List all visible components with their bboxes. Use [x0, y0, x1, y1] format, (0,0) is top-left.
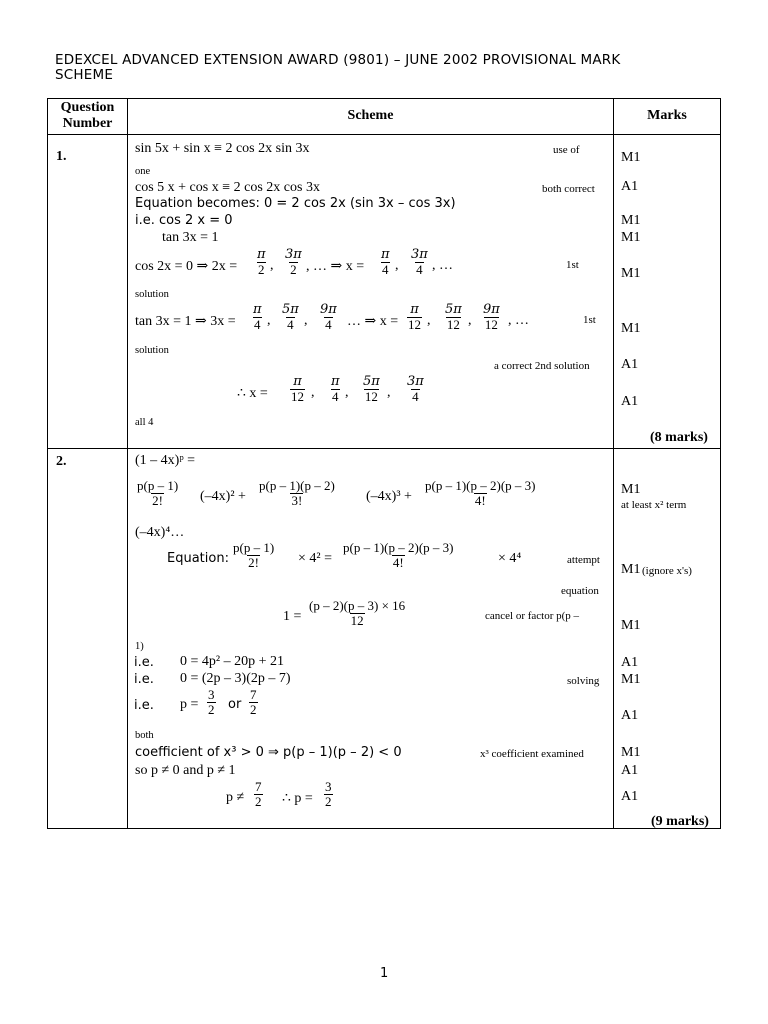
scheme-line: (–4x)⁴…	[135, 525, 185, 540]
total-marks: (9 marks)	[651, 814, 709, 829]
scheme-line: ∴ x =	[237, 386, 268, 401]
numerator: π	[331, 374, 340, 389]
fraction	[136, 479, 179, 508]
scheme-text: or	[228, 697, 242, 712]
numerator: 5π	[282, 302, 299, 317]
numerator: 3	[208, 687, 215, 702]
numerator: 9π	[320, 302, 337, 317]
fraction	[424, 479, 536, 508]
denominator: 12	[291, 389, 304, 404]
col-divider	[613, 99, 614, 828]
col-divider	[127, 99, 128, 828]
scheme-text: (–4x)³ +	[366, 489, 412, 504]
scheme-note: one	[135, 166, 151, 177]
page-number: 1	[380, 966, 389, 981]
fraction	[308, 599, 406, 628]
denominator: 4	[287, 317, 294, 332]
question-number: 2.	[56, 454, 67, 469]
mark: M1	[621, 213, 641, 228]
comma: ,	[311, 385, 315, 400]
mark: M1	[621, 672, 641, 687]
scheme-note: solution	[135, 345, 169, 356]
mark: M1	[621, 562, 641, 577]
scheme-text: i.e.	[134, 655, 154, 670]
fraction	[284, 248, 303, 277]
scheme-note: solving	[567, 675, 600, 687]
numerator: π	[381, 247, 390, 262]
numerator: p(p – 1)(p – 2)(p – 3)	[343, 540, 454, 555]
mark: A1	[621, 394, 639, 409]
scheme-note: attempt	[567, 554, 600, 566]
denominator: 3!	[291, 493, 303, 508]
document-title-line1: EDEXCEL ADVANCED EXTENSION AWARD (9801) – JUNE 2002 PROVISIONAL MARK	[55, 52, 621, 68]
numerator: 3π	[407, 374, 424, 389]
fraction	[256, 248, 267, 277]
numerator: π	[293, 374, 302, 389]
fraction	[207, 688, 216, 717]
scheme-line: sin 5x + sin x ≡ 2 cos 2x sin 3x	[135, 141, 310, 156]
numerator: 3π	[285, 247, 302, 262]
scheme-line: Equation becomes: 0 = 2 cos 2x (sin 3x – cos 3x)	[135, 196, 456, 211]
denominator: 2	[290, 262, 297, 277]
scheme-note: x³ coefficient examined	[480, 748, 584, 760]
fraction	[330, 375, 341, 404]
scheme-text: 1 =	[283, 609, 302, 624]
scheme-note: both correct	[542, 183, 595, 195]
denominator: 12	[408, 317, 421, 332]
scheme-line: coefficient of x³ > 0 ⇒ p(p – 1)(p – 2) < 0	[135, 745, 402, 760]
numerator: 7	[250, 687, 257, 702]
fraction	[410, 248, 429, 277]
fraction	[362, 375, 381, 404]
fraction	[342, 541, 454, 570]
scheme-note: 1st	[583, 314, 596, 326]
fraction	[249, 688, 258, 717]
denominator: 2	[325, 794, 332, 809]
denominator: 2	[208, 702, 215, 717]
denominator: 2	[250, 702, 257, 717]
denominator: 4	[325, 317, 332, 332]
mark: M1	[621, 150, 641, 165]
question-number: 1.	[56, 149, 67, 164]
mark: A1	[621, 357, 639, 372]
numerator: π	[257, 247, 266, 262]
numerator: p(p – 1)(p – 2)	[259, 478, 335, 493]
scheme-note: both	[135, 730, 154, 741]
header-question-number	[48, 100, 127, 132]
numerator: π	[253, 302, 262, 317]
fraction	[252, 303, 263, 332]
scheme-line: cos 5 x + cos x ≡ 2 cos 2x cos 3x	[135, 180, 320, 195]
scheme-note: use of	[553, 144, 580, 156]
scheme-note: a correct 2nd solution	[494, 360, 590, 372]
mark: M1	[621, 745, 641, 760]
denominator: 12	[484, 317, 498, 332]
denominator: 4	[332, 389, 339, 404]
numerator: 7	[255, 779, 262, 794]
denominator: 4	[416, 262, 423, 277]
fraction	[324, 780, 333, 809]
numerator: p(p – 1)	[233, 540, 275, 555]
total-marks: (8 marks)	[650, 430, 708, 445]
scheme-text: p =	[180, 697, 199, 712]
scheme-text: , …	[432, 258, 453, 273]
scheme-text: , …	[508, 313, 529, 328]
scheme-note: all 4	[135, 417, 154, 428]
header-question-text: Question	[60, 100, 115, 115]
row-divider	[48, 448, 720, 449]
fraction	[232, 541, 275, 570]
fraction	[482, 303, 501, 332]
denominator: 4!	[474, 493, 486, 508]
comma: ,	[267, 313, 271, 328]
denominator: 2!	[152, 493, 163, 508]
numerator: (p – 2)(p – 3) × 16	[309, 598, 406, 613]
fraction	[444, 303, 463, 332]
comma: ,	[304, 313, 308, 328]
header-marks: Marks	[647, 108, 687, 123]
fraction	[319, 303, 338, 332]
denominator: 12	[364, 389, 378, 404]
mark: M1	[621, 482, 641, 497]
scheme-note: equation	[561, 585, 599, 597]
scheme-text: , … ⇒ x =	[306, 259, 365, 274]
numerator: p(p – 1)	[137, 478, 179, 493]
scheme-line: 0 = (2p – 3)(2p – 7)	[180, 671, 291, 686]
mark: A1	[621, 655, 639, 670]
numerator: 3π	[411, 247, 428, 262]
denominator: 4	[254, 317, 261, 332]
scheme-line: tan 3x = 1 ⇒ 3x =	[135, 314, 236, 329]
row-divider	[48, 134, 720, 135]
denominator: 4	[412, 389, 419, 404]
scheme-text: i.e.	[134, 698, 154, 713]
scheme-note: 1st	[566, 259, 579, 271]
comma: ,	[387, 385, 391, 400]
fraction	[406, 375, 425, 404]
scheme-line: i.e. cos 2 x = 0	[135, 213, 233, 228]
mark: M1	[621, 618, 641, 633]
mark: A1	[621, 789, 639, 804]
scheme-text: Equation:	[167, 551, 229, 566]
comma: ,	[345, 385, 349, 400]
mark: A1	[621, 179, 639, 194]
fraction	[254, 780, 263, 809]
header-scheme: Scheme	[347, 108, 394, 123]
numerator: π	[410, 302, 419, 317]
mark-note: at least x² term	[621, 499, 687, 511]
comma: ,	[427, 313, 431, 328]
mark: A1	[621, 763, 639, 778]
scheme-text: i.e.	[134, 672, 154, 687]
denominator: 2	[255, 794, 262, 809]
scheme-line: tan 3x = 1	[162, 230, 219, 245]
scheme-note: 1)	[135, 641, 144, 652]
denominator: 2!	[248, 555, 259, 570]
denominator: 12	[446, 317, 460, 332]
scheme-line: so p ≠ 0 and p ≠ 1	[135, 763, 236, 778]
header-number-text: Number	[62, 116, 113, 131]
fraction	[281, 303, 300, 332]
mark: M1	[621, 266, 641, 281]
numerator: 5π	[363, 374, 380, 389]
scheme-text: (–4x)² +	[200, 489, 246, 504]
scheme-line: (1 – 4x)ᵖ =	[135, 453, 196, 468]
scheme-note: solution	[135, 289, 169, 300]
scheme-text: p ≠	[226, 790, 245, 805]
scheme-text: ∴ p =	[282, 791, 313, 806]
denominator: 4!	[392, 555, 404, 570]
mark-note: (ignore x's)	[642, 565, 692, 577]
fraction	[290, 375, 305, 404]
denominator: 12	[350, 613, 364, 628]
fraction	[407, 303, 422, 332]
scheme-text: × 4⁴	[498, 551, 522, 566]
scheme-line: cos 2x = 0 ⇒ 2x =	[135, 259, 238, 274]
scheme-text: × 4² =	[298, 551, 332, 566]
scheme-note: cancel or factor p(p –	[485, 610, 580, 622]
comma: ,	[468, 313, 472, 328]
comma: ,	[395, 258, 399, 273]
mark: M1	[621, 230, 641, 245]
numerator: 3	[325, 779, 332, 794]
fraction	[380, 248, 391, 277]
document-title-line2: SCHEME	[55, 67, 114, 83]
numerator: p(p – 1)(p – 2)(p – 3)	[425, 478, 536, 493]
denominator: 4	[382, 262, 389, 277]
scheme-line: 0 = 4p² – 20p + 21	[180, 654, 284, 669]
mark: A1	[621, 708, 639, 723]
numerator: 9π	[483, 302, 500, 317]
scheme-text: … ⇒ x =	[347, 314, 399, 329]
fraction	[258, 479, 336, 508]
mark: M1	[621, 321, 641, 336]
comma: ,	[270, 258, 274, 273]
numerator: 5π	[445, 302, 462, 317]
denominator: 2	[258, 262, 265, 277]
